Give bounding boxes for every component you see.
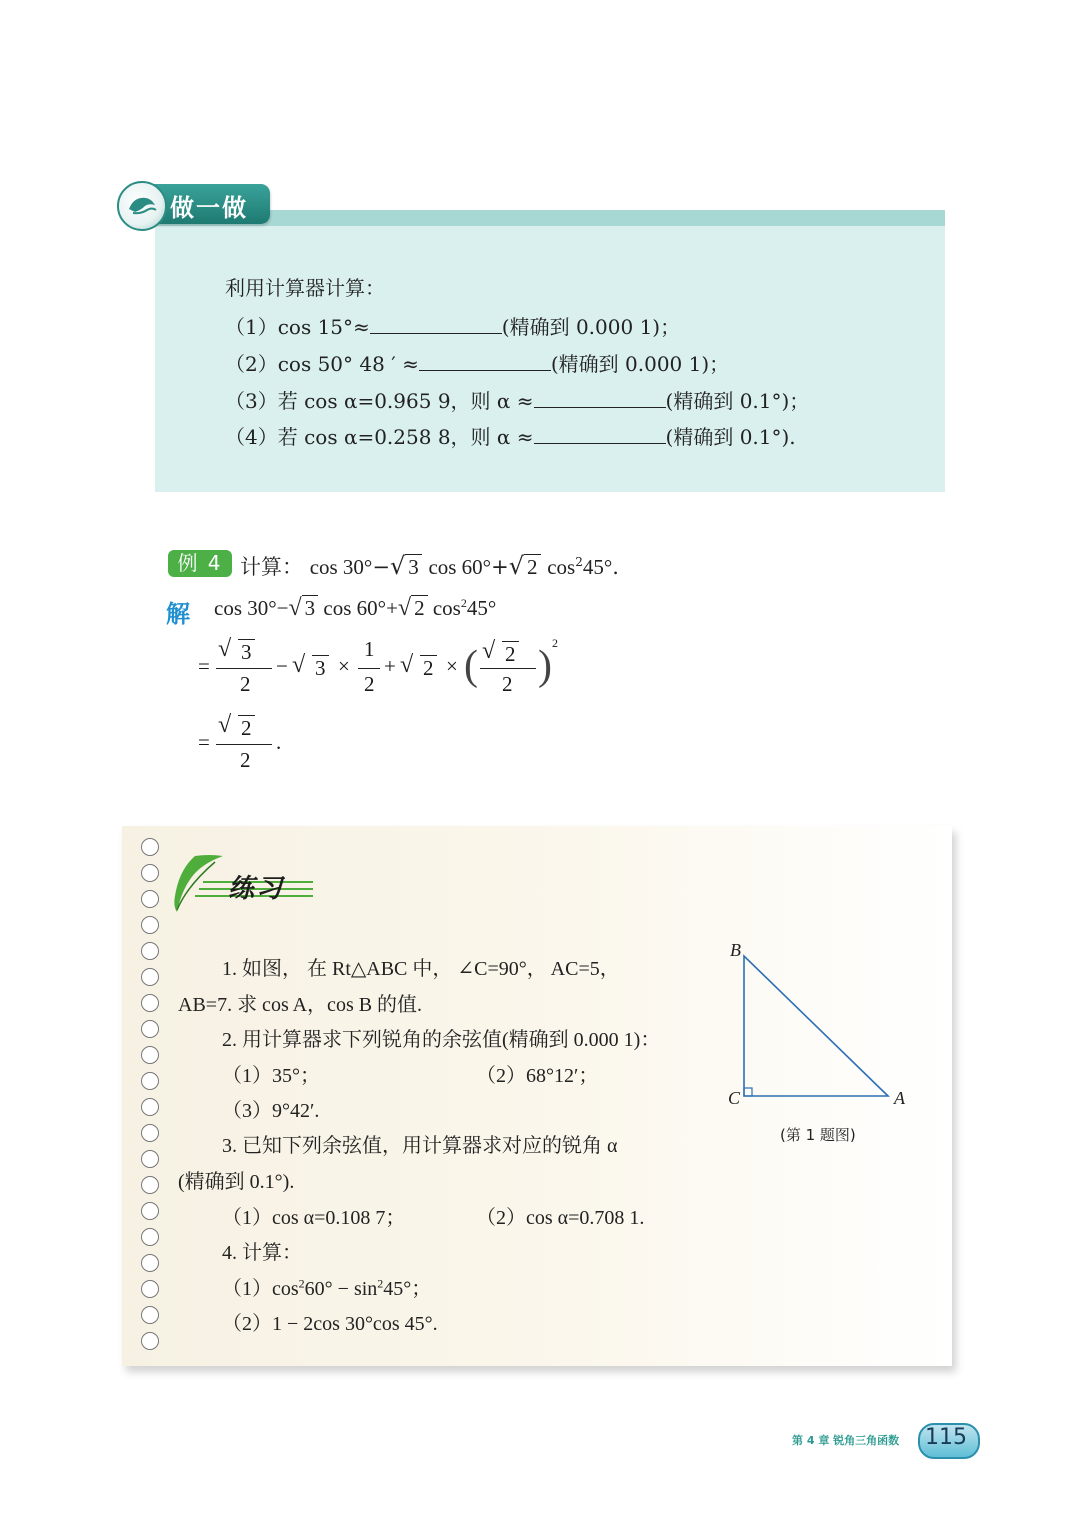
q4a-suffix: 45°； (383, 1278, 432, 1300)
solution-line-1 (214, 595, 496, 622)
sqrt-icon: √ (292, 652, 306, 678)
answer-blank[interactable] (534, 389, 666, 408)
radicand: 2 (420, 655, 437, 681)
activity-item-3 (225, 385, 809, 414)
solution-label: 解 (166, 600, 190, 628)
radicand: 3 (405, 554, 422, 579)
cos30-term: cos 30° (214, 596, 277, 620)
activity-item-3-prefix: （3）若 cos α=0.965 9，则 α ≈ (225, 389, 534, 413)
denominator: 2 (364, 672, 375, 696)
activity-item-4-suffix: (精确到 0.1°). (665, 425, 796, 449)
radicand: 2 (411, 595, 428, 620)
question-3-line-1: 3. 已知下列余弦值，用计算器求对应的锐角 α (222, 1135, 618, 1157)
footer-chapter: 第 4 章 锐角三角函数 (792, 1434, 900, 1447)
exponent: 2 (298, 1276, 305, 1291)
question-4-item-2: （2）1 − 2cos 30°cos 45°. (222, 1313, 438, 1335)
question-2-item-2: （2）68°12′； (476, 1065, 599, 1087)
times-sign: × (446, 654, 458, 678)
hands-icon (117, 181, 167, 231)
sqrt-icon: √ (389, 552, 406, 580)
equals-sign: = (198, 654, 210, 678)
right-paren: ) (538, 643, 552, 689)
vertex-label-B: B (730, 940, 741, 960)
vertex-label-A: A (894, 1088, 905, 1108)
question-3-item-1: （1）cos α=0.108 7； (222, 1207, 406, 1229)
question-2-item-1: （1）35°； (222, 1065, 320, 1087)
question-4-line-1: 4. 计算： (222, 1242, 302, 1264)
binding-ring (141, 1072, 159, 1090)
binding-ring (141, 1332, 159, 1350)
denominator: 2 (502, 672, 513, 696)
answer-blank[interactable] (419, 352, 551, 371)
binding-ring (141, 1150, 159, 1168)
left-paren: ( (464, 643, 478, 689)
activity-title: 做一做 (170, 194, 248, 222)
radicand: 2 (238, 715, 255, 741)
activity-item-3-suffix: (精确到 0.1°)； (665, 389, 810, 413)
triangle-figure (724, 938, 914, 1118)
minus-sign: − (276, 654, 288, 678)
binding-ring (141, 864, 159, 882)
binding-ring (141, 1280, 159, 1298)
binding-ring (141, 1228, 159, 1246)
sqrt-icon: √ (397, 595, 412, 621)
sqrt-icon: √ (508, 552, 524, 580)
binding-ring (141, 942, 159, 960)
question-3-line-2: (精确到 0.1°). (178, 1171, 295, 1193)
binding-ring (141, 890, 159, 908)
fraction-bar (216, 744, 272, 745)
radicand: 3 (302, 595, 319, 620)
question-3-item-2: （2）cos α=0.708 1. (476, 1207, 645, 1229)
answer-blank[interactable] (370, 315, 502, 334)
binding-ring (141, 1176, 159, 1194)
binding-ring (141, 1124, 159, 1142)
binding-ring (141, 838, 159, 856)
activity-item-2 (225, 348, 729, 377)
question-1-line-1: 1. 如图， 在 Rt△ABC 中， ∠C=90°， AC=5， (222, 958, 620, 980)
activity-intro: 利用计算器计算： (225, 276, 385, 300)
activity-header-bar (155, 210, 945, 226)
cos-squared: cos (432, 596, 461, 620)
sqrt-icon: √ (218, 636, 232, 662)
binding-ring (141, 1202, 159, 1220)
activity-item-2-suffix: (精确到 0.000 1)； (550, 352, 730, 376)
solution-line-2 (198, 636, 598, 696)
question-2-item-3: （3）9°42′. (222, 1100, 320, 1122)
example-problem (240, 551, 619, 581)
exponent: 2 (377, 1276, 384, 1291)
activity-item-2-prefix: （2）cos 50° 48 ′ ≈ (225, 352, 419, 376)
fraction-bar (216, 668, 272, 669)
plus-sign: + (384, 654, 396, 678)
exponent: 2 (552, 636, 558, 650)
figure-caption: (第 1 题图) (780, 1126, 856, 1144)
radicand: 2 (502, 641, 519, 667)
q4a-middle: 60° − sin (304, 1278, 378, 1300)
sqrt-icon: √ (218, 712, 232, 738)
equals-sign: = (198, 730, 210, 754)
activity-item-4 (225, 421, 796, 450)
sqrt-icon: √ (482, 638, 496, 664)
activity-item-1 (225, 311, 680, 340)
binding-ring (141, 968, 159, 986)
binding-ring (141, 1254, 159, 1272)
binding-ring (141, 1046, 159, 1064)
q4a-prefix: （1）cos (222, 1278, 299, 1300)
cos-squared: cos (547, 555, 576, 579)
minus-sign: − (372, 555, 390, 579)
radicand: 2 (524, 554, 541, 579)
plus-sign: + (491, 555, 509, 579)
binding-ring (141, 1306, 159, 1324)
answer-blank[interactable] (534, 425, 666, 444)
binding-ring (141, 1098, 159, 1116)
solution-line-3 (198, 712, 318, 772)
times-sign: × (338, 654, 350, 678)
binding-ring (141, 994, 159, 1012)
question-4-item-1 (222, 1272, 431, 1301)
numerator: 1 (364, 637, 375, 661)
question-1-line-2: AB=7. 求 cos A，cos B 的值. (178, 994, 423, 1016)
period: . (612, 555, 619, 579)
page-number: 115 (925, 1425, 967, 1450)
cos60-term: cos 60° (428, 555, 492, 579)
question-2-line-1: 2. 用计算器求下列锐角的余弦值(精确到 0.000 1)： (222, 1029, 661, 1051)
activity-item-1-suffix: (精确到 0.000 1)； (501, 315, 681, 339)
exponent: 2 (460, 596, 467, 610)
sqrt-icon: √ (288, 595, 302, 621)
binding-ring (141, 916, 159, 934)
plus-sign: + (386, 596, 398, 620)
period: . (276, 730, 282, 754)
radicand: 3 (312, 655, 329, 681)
exponent: 2 (575, 555, 583, 569)
binding-ring (141, 1020, 159, 1038)
fraction-bar (480, 668, 536, 669)
radicand: 3 (238, 639, 255, 665)
minus-sign: − (276, 596, 289, 620)
denominator: 2 (240, 672, 251, 696)
example-badge: 例 4 (168, 550, 232, 577)
fraction-bar (358, 668, 380, 669)
activity-item-4-prefix: （4）若 cos α=0.258 8，则 α ≈ (225, 425, 534, 449)
cos30-term: cos 30° (309, 555, 373, 579)
practice-title: 练习 (228, 874, 285, 904)
angle-45: 45° (582, 555, 613, 579)
sqrt-icon: √ (400, 652, 414, 678)
activity-item-1-prefix: （1）cos 15°≈ (225, 315, 370, 339)
angle-45: 45° (466, 596, 497, 620)
vertex-label-C: C (728, 1088, 741, 1108)
cos60-term: cos 60° (323, 596, 387, 620)
denominator: 2 (240, 748, 251, 772)
example-prompt: 计算： (240, 555, 303, 579)
